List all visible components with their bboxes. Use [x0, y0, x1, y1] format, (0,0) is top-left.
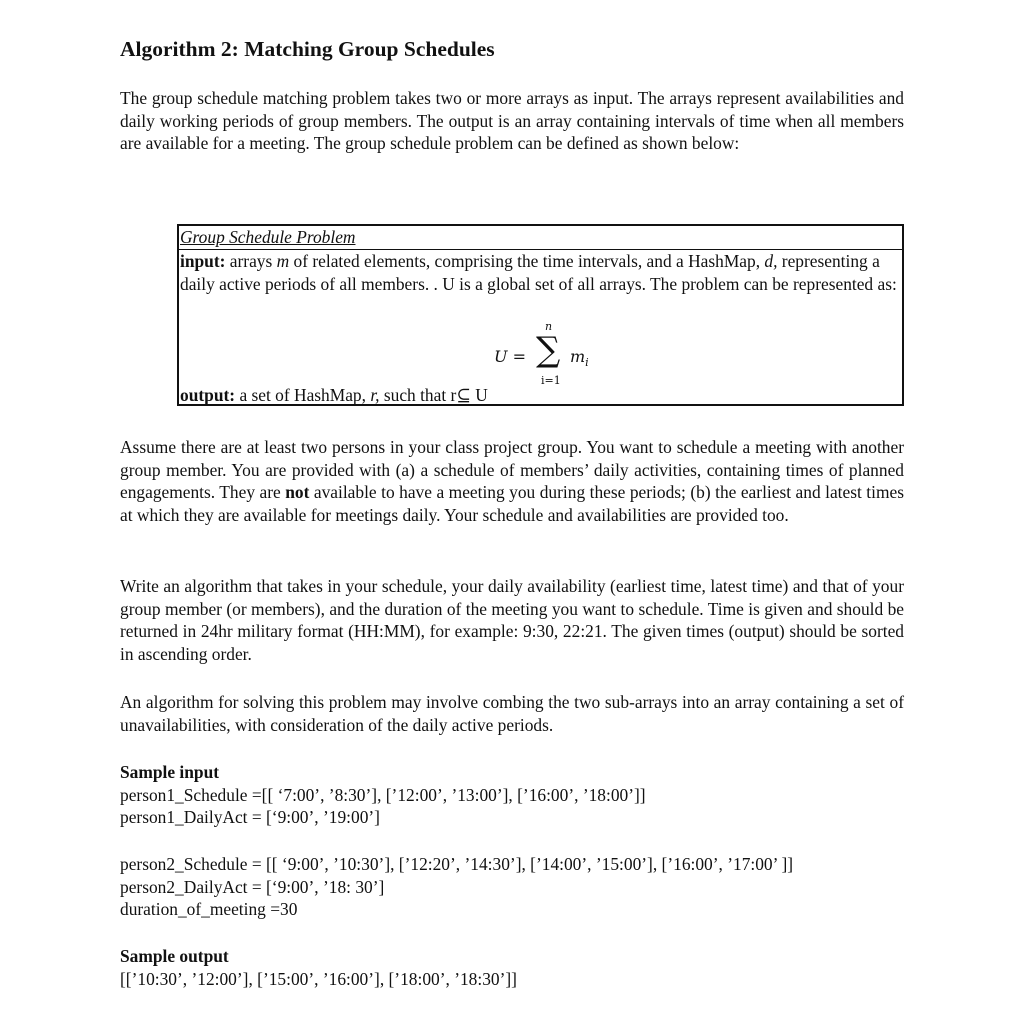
assumption-bold-not: not — [285, 482, 310, 502]
summation-formula — [494, 322, 594, 392]
assumption-text: Assume there are at least two persons in your class project group. You want to schedule a meeting with another group member. You are provided with (a) a schedule of members’ daily activities, containing times of planned engagements. They are — [120, 437, 904, 502]
sample-input-section — [120, 761, 646, 829]
duration-line: duration_of_meeting =30 — [120, 899, 298, 919]
algorithm-title: Algorithm 2: Matching Group Schedules — [120, 37, 495, 61]
assumption-paragraph — [120, 436, 904, 526]
sample-output-heading: Sample output — [120, 946, 229, 966]
task-paragraph: Write an algorithm that takes in your schedule, your daily availability (earliest time, latest time) and that of your group member (or members), and the duration of the meeting you want to schedule. Time is given and should be returned in 24hr military format (HH:MM), for example: 9:30, 22:21. The given times (output) should be sorted in ascending order. — [120, 576, 904, 664]
formula-upper-limit: n — [545, 320, 553, 333]
formula-lhs: U = — [494, 347, 526, 366]
box-input-definition — [179, 250, 902, 295]
formula-term-sub: i — [585, 356, 589, 370]
person2-dailyact-line: person2_DailyAct = [‘9:00’, ’18: 30’] — [120, 876, 385, 897]
formula-term — [570, 347, 589, 369]
assumption-text-rest: available to have a meeting you during these periods; (b) the earliest and latest times at which they are available for meetings daily. Your schedule and availabilities are provided too. — [120, 482, 904, 525]
sample-output-section — [120, 945, 517, 990]
person2-schedule-line: person2_Schedule = [[ ‘9:00’, ’10:30’], [’12:20’, ’14:30’], [’14:00’, ’15:00’], [’16:00’, ’17:00’ ]] — [120, 854, 794, 874]
input-label: input: — [180, 251, 226, 271]
output-var-r: r, — [370, 385, 380, 405]
output-label: output: — [180, 385, 236, 405]
intro-paragraph: The group schedule matching problem takes two or more arrays as input. The arrays represent availabilities and daily working periods of group members. The output is an array containing intervals of time when all members are available for a meeting. The group schedule problem can be defined as shown below: — [120, 88, 904, 153]
box-output-definition — [180, 384, 488, 406]
output-text-1: a set of HashMap, — [235, 385, 371, 405]
output-text-2: such that r⊆ U — [379, 385, 488, 405]
approach-paragraph: An algorithm for solving this problem may involve combing the two sub-arrays into an array containing a set of unavailabilities, with consideration of the daily active periods. — [120, 692, 904, 735]
sample-output-line: [[’10:30’, ’12:00’], [’15:00’, ’16:00’], [’18:00’, ’18:30’]] — [120, 968, 517, 989]
input-text-1: arrays — [225, 251, 277, 271]
problem-definition-box — [177, 224, 904, 406]
formula-term-var: m — [570, 347, 586, 366]
formula-lower-limit: i=1 — [541, 374, 561, 387]
input-var-d: d, — [764, 251, 778, 271]
input-var-m: m — [276, 251, 290, 271]
box-heading: Group Schedule Problem — [179, 226, 902, 250]
sample-input-person2 — [120, 853, 793, 921]
sigma-symbol: ∑ — [536, 330, 561, 370]
input-text-3: representing a daily active periods of all members. . U is a global set of all arrays. The problem can be represented as: — [180, 251, 897, 294]
person1-schedule-line: person1_Schedule =[[ ‘7:00’, ’8:30’], [’12:00’, ’13:00’], [’16:00’, ’18:00’]] — [120, 784, 646, 805]
sample-input-heading: Sample input — [120, 762, 220, 782]
input-text-2: of related elements, comprising the time intervals, and a HashMap, — [289, 251, 765, 271]
person1-dailyact-line: person1_DailyAct = [‘9:00’, ’19:00’] — [120, 807, 380, 827]
